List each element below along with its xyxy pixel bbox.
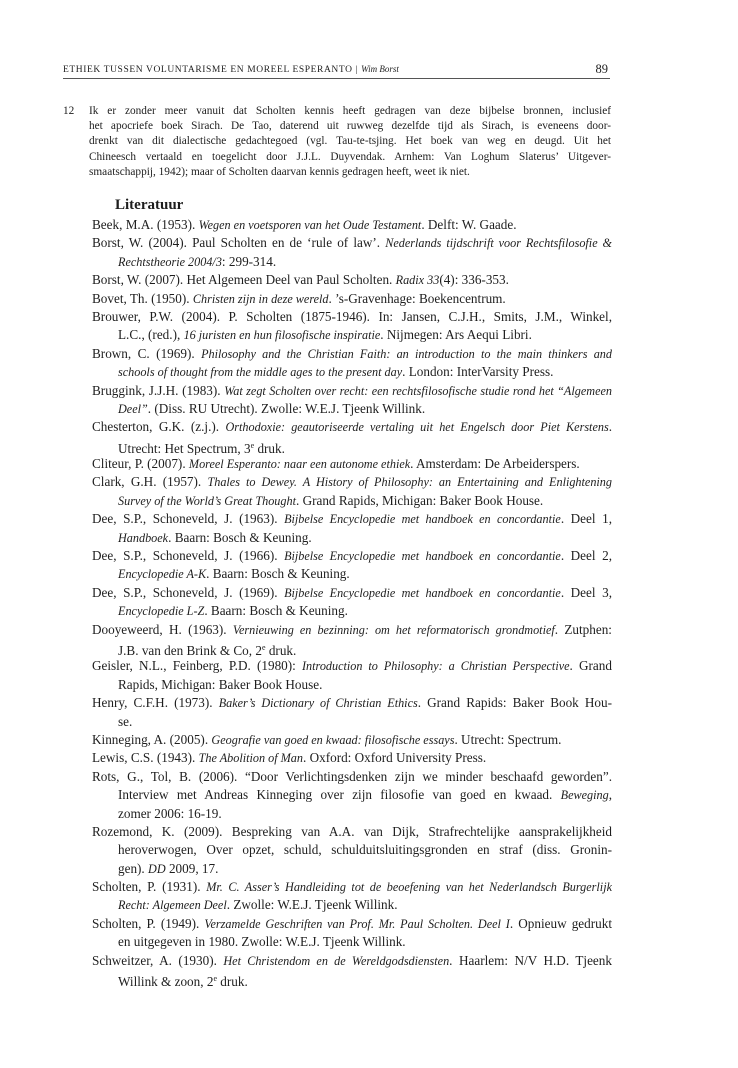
entry-text: . Deel 1, xyxy=(560,511,612,527)
footnote xyxy=(63,104,611,180)
footnote-number: 12 xyxy=(63,105,75,117)
entry-line xyxy=(92,400,612,418)
entry-text: . Zwolle: W.E.J. Tjeenk Willink. xyxy=(226,897,398,913)
entry-line xyxy=(92,455,612,473)
entry-text: Borst, W. (2004). Paul Scholten en de ‘rule of law’. xyxy=(92,235,386,251)
entry-text: Geisler, N.L., Feinberg, P.D. (1980): xyxy=(92,658,302,674)
entry-text: . Haarlem: N/V H.D. Tjeenk xyxy=(449,952,612,968)
bibliography-entry xyxy=(92,418,612,455)
entry-title-italic: Verzamelde Geschriften van Prof. Mr. Paul Scholten. Deel I xyxy=(204,916,510,931)
entry-title-italic: Handboek xyxy=(118,530,169,545)
entry-title-italic: Survey of the World’s Great Thought xyxy=(118,493,296,508)
entry-title-italic: Philosophy and the Christian Faith: an introduction to the main thinkers and xyxy=(201,346,612,361)
entry-text: . Zutphen: xyxy=(554,621,612,637)
entry-title-italic: Encyclopedie L-Z xyxy=(118,604,205,619)
entry-line xyxy=(92,473,612,491)
entry-title-italic: DD xyxy=(148,861,166,876)
entry-line xyxy=(92,823,612,841)
entry-line xyxy=(92,216,612,234)
entry-line xyxy=(92,234,612,252)
entry-line xyxy=(92,492,612,510)
entry-line xyxy=(92,915,612,933)
entry-text: L.C., (red.), xyxy=(118,327,184,343)
entry-line xyxy=(92,510,612,528)
entry-title-italic: Beweging xyxy=(560,788,609,803)
footnote-text xyxy=(63,104,611,180)
bibliography-entry xyxy=(92,290,612,308)
entry-text: J.B. van den Brink & Co, 2 xyxy=(118,642,262,658)
entry-text: Interview met Andreas Kinneging over zijn filosofie van goed en kwaad. xyxy=(118,787,561,803)
entry-text: Rapids, Michigan: Baker Book House. xyxy=(118,676,323,692)
entry-text: Willink & zoon, 2 xyxy=(118,974,214,989)
entry-text: . Utrecht: Spectrum. xyxy=(454,731,562,747)
entry-text: . Grand Rapids, Michigan: Baker Book House. xyxy=(295,492,544,508)
footnote-line: drenkt van dit dialectische gedachtegoed (vgl. Tau-te-tsjing. Het boek van weg en deugd. Uit het xyxy=(89,135,611,148)
page-number: 89 xyxy=(595,62,608,76)
entry-title-italic: Orthodoxie: geautoriseerde vertaling uit het Engelsch door Piet Kerstens xyxy=(225,420,609,435)
entry-line xyxy=(92,308,612,326)
entry-text: Lewis, C.S. (1943). xyxy=(92,750,199,766)
entry-title-italic: Rechtstheorie 2004/3 xyxy=(118,254,222,269)
entry-title-italic: Moreel Esperanto: naar een autonome ethiek xyxy=(188,457,411,472)
entry-text: Scholten, P. (1949). xyxy=(92,915,205,931)
entry-text: druk. xyxy=(217,974,248,989)
entry-line xyxy=(92,363,612,381)
entry-title-italic: Vernieuwing en bezinning: om het reformatorisch grondmotief xyxy=(232,622,555,637)
bibliography-entry xyxy=(92,271,612,289)
entry-line xyxy=(92,621,612,639)
entry-text: Cliteur, P. (2007). xyxy=(92,456,189,472)
entry-text: Clark, G.H. (1957). xyxy=(92,474,208,490)
entry-title-italic: Radix 33 xyxy=(395,273,440,288)
bibliography-entry xyxy=(92,768,612,823)
header-separator: | xyxy=(355,65,359,75)
entry-title-italic: Deel” xyxy=(118,401,148,416)
running-header xyxy=(63,62,610,79)
footnote-line: Ik er zonder meer vanuit dat Scholten kennis heeft gedragen van deze bijbelse bronnen, inclusief xyxy=(89,105,611,117)
entry-title-italic: Wat zegt Scholten over recht: een rechtsfilosofische studie rond het “Algemeen xyxy=(224,383,612,398)
entry-line xyxy=(92,584,612,602)
bibliography-entry xyxy=(92,473,612,510)
footnote-line: Chineesch vertaald en toegelicht door J.J.L. Duyvendak. Arnhem: Van Loghum Slaterus’ Uitgever- xyxy=(89,150,611,163)
entry-line xyxy=(92,676,612,694)
entry-line xyxy=(92,529,612,547)
entry-line xyxy=(92,418,612,436)
entry-line xyxy=(92,437,612,455)
bibliography-entry xyxy=(92,308,612,345)
entry-text: Bovet, Th. (1950). xyxy=(92,290,193,306)
entry-line xyxy=(92,841,612,859)
entry-line xyxy=(92,271,612,289)
entry-text: gen). xyxy=(118,860,149,876)
entry-line xyxy=(92,602,612,620)
entry-line xyxy=(92,731,612,749)
header-author: Wim Borst xyxy=(361,64,399,74)
bibliography-entry xyxy=(92,952,612,989)
entry-text: . ’s-Gravenhage: Boekencentrum. xyxy=(328,290,506,306)
superscript: e xyxy=(250,440,255,450)
entry-line xyxy=(92,253,612,271)
entry-text: . Baarn: Bosch & Keuning. xyxy=(204,603,348,619)
entry-line xyxy=(92,694,612,712)
footnote-line: het apocriefe boek Sirach. De Tao, daterend uit ruwweg dezelfde tijd als Sirach, is eveneens door- xyxy=(89,120,611,133)
entry-line xyxy=(92,345,612,363)
entry-line xyxy=(92,382,612,400)
bibliography-list xyxy=(92,216,612,988)
entry-line xyxy=(92,657,612,675)
entry-text: Dee, S.P., Schoneveld, J. (1963). xyxy=(92,511,285,527)
entry-text: Rots, G., Tol, B. (2006). “Door Verlichtingsdenken zijn we minder beschaafd geworden”. xyxy=(92,768,612,784)
entry-text: Utrecht: Het Spectrum, 3 xyxy=(118,440,251,456)
entry-line xyxy=(92,749,612,767)
entry-text: 2009, 17. xyxy=(165,860,219,876)
entry-title-italic: Baker’s Dictionary of Christian Ethics xyxy=(218,696,418,711)
entry-text: Dee, S.P., Schoneveld, J. (1969). xyxy=(92,584,285,600)
entry-text: Rozemond, K. (2009). Bespreking van A.A. van Dijk, Strafrechtelijke aansprakelijkheid xyxy=(92,823,612,839)
entry-line xyxy=(92,639,612,657)
bibliography-entry xyxy=(92,455,612,473)
entry-line xyxy=(92,933,612,951)
entry-text: Brown, C. (1969). xyxy=(92,345,202,361)
bibliography-entry xyxy=(92,657,612,694)
literature-heading: Literatuur xyxy=(115,197,184,213)
entry-text: Schweitzer, A. (1930). xyxy=(92,952,224,968)
entry-line xyxy=(92,896,612,914)
entry-text: Henry, C.F.H. (1973). xyxy=(92,695,219,711)
entry-title-italic: Thales to Dewey. A History of Philosophy: an Entertaining and Enlightening xyxy=(207,475,612,490)
entry-line xyxy=(92,768,612,786)
entry-text: . London: InterVarsity Press. xyxy=(402,364,554,380)
entry-title-italic: Bijbelse Encyclopedie met handboek en concordantie xyxy=(284,549,561,564)
entry-title-italic: Christen zijn in deze wereld xyxy=(192,291,329,306)
bibliography-entry xyxy=(92,345,612,382)
entry-text: zomer 2006: 16-19. xyxy=(118,805,222,821)
entry-title-italic: Nederlands tijdschrift voor Rechtsfilosofie & xyxy=(385,236,612,251)
entry-text: , xyxy=(608,787,612,803)
bibliography-entry xyxy=(92,878,612,915)
entry-text: . xyxy=(608,419,612,435)
entry-text: Kinneging, A. (2005). xyxy=(92,731,212,747)
entry-text: . Deel 3, xyxy=(560,584,612,600)
superscript: e xyxy=(213,974,217,984)
entry-text: . (Diss. RU Utrecht). Zwolle: W.E.J. Tjeenk Willink. xyxy=(147,400,426,416)
entry-title-italic: Wegen en voetsporen van het Oude Testament xyxy=(198,218,422,232)
bibliography-entry xyxy=(92,621,612,658)
entry-line xyxy=(92,565,612,583)
entry-title-italic: schools of thought from the middle ages to the present day xyxy=(118,365,403,380)
entry-text: . Grand xyxy=(569,658,612,674)
entry-title-italic: Recht: Algemeen Deel xyxy=(118,898,227,913)
entry-line xyxy=(92,970,612,988)
bibliography-entry xyxy=(92,382,612,419)
footnote-line: smaatschappij, 1942); maar of Scholten daarvan kennis gedragen heeft, weet ik niet. xyxy=(89,165,470,178)
entry-text: . Amsterdam: De Arbeiderspers. xyxy=(410,456,580,472)
bibliography-entry xyxy=(92,749,612,767)
bibliography-entry xyxy=(92,584,612,621)
entry-line xyxy=(92,786,612,804)
entry-line xyxy=(92,547,612,565)
entry-title-italic: 16 juristen en hun filosofische inspiratie xyxy=(183,328,381,343)
entry-line xyxy=(92,290,612,308)
entry-text: Dooyeweerd, H. (1963). xyxy=(92,621,233,637)
running-title xyxy=(63,64,399,75)
entry-line xyxy=(92,713,612,731)
entry-text: . Baarn: Bosch & Keuning. xyxy=(168,529,312,545)
bibliography-entry xyxy=(92,823,612,878)
entry-line xyxy=(92,952,612,970)
entry-line xyxy=(92,326,612,344)
entry-text: . Delft: W. Gaade. xyxy=(421,217,517,232)
entry-line xyxy=(92,805,612,823)
entry-text: Dee, S.P., Schoneveld, J. (1966). xyxy=(92,548,285,564)
bibliography-entry xyxy=(92,547,612,584)
entry-text: druk. xyxy=(265,642,297,658)
entry-text: Scholten, P. (1931). xyxy=(92,879,207,895)
entry-text: Brouwer, P.W. (2004). P. Scholten (1875-1946). In: Jansen, C.J.H., Smits, J.M., Winkel, xyxy=(92,308,612,324)
entry-title-italic: Introduction to Philosophy: a Christian Perspective xyxy=(302,659,570,674)
entry-text: Borst, W. (2007). Het Algemeen Deel van Paul Scholten. xyxy=(92,272,396,288)
entry-title-italic: Geografie van goed en kwaad: filosofische essays xyxy=(211,732,455,747)
entry-text: : 299-314. xyxy=(221,253,277,269)
entry-text: . Opnieuw gedrukt xyxy=(509,915,612,931)
entry-title-italic: Bijbelse Encyclopedie met handboek en concordantie xyxy=(284,512,561,527)
entry-text: Chesterton, G.K. (z.j.). xyxy=(92,419,226,435)
entry-text: heroverwogen, Over opzet, schuld, schulduitsluitingsgronden en straf (diss. Gronin- xyxy=(118,842,612,858)
entry-text: . Grand Rapids: Baker Book Hou- xyxy=(417,695,612,711)
entry-text: . Baarn: Bosch & Keuning. xyxy=(206,566,350,582)
entry-title-italic: Bijbelse Encyclopedie met handboek en concordantie xyxy=(284,585,561,600)
entry-line xyxy=(92,860,612,878)
entry-title-italic: The Abolition of Man xyxy=(198,751,303,766)
bibliography-entry xyxy=(92,694,612,731)
entry-text: . Nijmegen: Ars Aequi Libri. xyxy=(380,327,532,343)
bibliography-entry xyxy=(92,234,612,271)
entry-text: en uitgegeven in 1980. Zwolle: W.E.J. Tjeenk Willink. xyxy=(118,934,406,950)
entry-text: Bruggink, J.J.H. (1983). xyxy=(92,382,225,398)
superscript: e xyxy=(261,642,266,652)
entry-title-italic: Mr. C. Asser’s Handleiding tot de beoefening van het Nederlandsch Burgerlijk xyxy=(206,880,612,895)
bibliography-entry xyxy=(92,510,612,547)
entry-text: Beek, M.A. (1953). xyxy=(92,217,199,232)
entry-title-italic: Het Christendom en de Wereldgodsdiensten xyxy=(223,953,450,968)
journal-title: ETHIEK TUSSEN VOLUNTARISME EN MOREEL ESPERANTO xyxy=(63,65,353,75)
entry-text: . Deel 2, xyxy=(560,548,612,564)
entry-text: druk. xyxy=(254,440,285,456)
entry-text: se. xyxy=(118,713,133,729)
entry-text: (4): 336-353. xyxy=(439,272,509,288)
entry-text: . Oxford: Oxford University Press. xyxy=(303,750,487,766)
bibliography-entry xyxy=(92,731,612,749)
bibliography-entry xyxy=(92,216,612,234)
bibliography-entry xyxy=(92,915,612,952)
entry-title-italic: Encyclopedie A-K xyxy=(118,567,207,582)
entry-line xyxy=(92,878,612,896)
